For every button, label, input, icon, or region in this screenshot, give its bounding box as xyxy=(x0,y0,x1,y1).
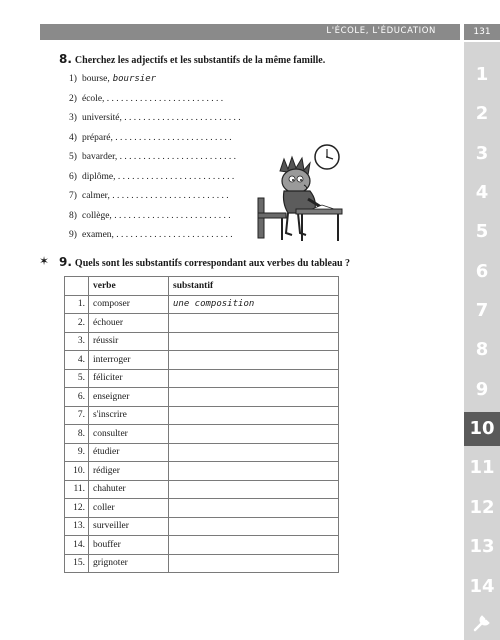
chapter-tab-2[interactable]: 2 xyxy=(475,103,489,124)
chapter-tab-14[interactable]: 14 xyxy=(469,576,495,597)
exercise-9-title xyxy=(59,255,350,269)
table-row xyxy=(65,295,339,314)
answer-blank[interactable]: . . . . . . . . . . . . . . . . . . . . . . . . . xyxy=(121,113,241,123)
answer-blank[interactable]: . . . . . . . . . . . . . . . . . . . . . . . . . xyxy=(111,210,231,221)
verb-cell: enseigner xyxy=(89,388,169,407)
table-row xyxy=(65,480,339,499)
row-number: 8. xyxy=(65,425,89,444)
verb-cell: s'inscrire xyxy=(89,406,169,425)
student-studying-illustration xyxy=(252,143,344,243)
item-word: bavarder, xyxy=(82,152,118,162)
item-number: 4) xyxy=(69,132,77,143)
row-number: 3. xyxy=(65,332,89,351)
item-number: 6) xyxy=(69,171,77,182)
clock-icon xyxy=(315,145,339,169)
verb-cell: surveiller xyxy=(89,517,169,536)
table-row xyxy=(65,388,339,407)
table-row xyxy=(65,406,339,425)
noun-answer-cell[interactable] xyxy=(169,425,339,444)
verb-cell: composer xyxy=(89,295,169,314)
chapter-tab-7[interactable]: 7 xyxy=(475,300,489,321)
table-row xyxy=(65,517,339,536)
noun-answer-cell[interactable] xyxy=(169,388,339,407)
verb-cell: chahuter xyxy=(89,480,169,499)
row-number: 5. xyxy=(65,369,89,388)
item-number: 9) xyxy=(69,230,77,240)
list-item xyxy=(69,113,241,123)
table-row xyxy=(65,443,339,462)
table-row xyxy=(65,369,339,388)
row-number: 1. xyxy=(65,295,89,314)
item-number: 1) xyxy=(69,74,77,84)
table-row xyxy=(65,499,339,518)
table-row xyxy=(65,351,339,370)
chapter-tab-9[interactable]: 9 xyxy=(475,379,489,400)
verb-cell: coller xyxy=(89,499,169,518)
item-word: université, xyxy=(82,113,122,123)
noun-answer-cell[interactable] xyxy=(169,369,339,388)
chapter-tab-6[interactable]: 6 xyxy=(475,261,489,282)
noun-answer-cell[interactable] xyxy=(169,536,339,555)
chapter-tab-5[interactable]: 5 xyxy=(475,221,489,242)
chapter-tabs xyxy=(464,42,500,640)
item-word: calmer, xyxy=(82,191,110,201)
item-number: 3) xyxy=(69,113,77,123)
list-item xyxy=(69,74,156,84)
row-number: 7. xyxy=(65,406,89,425)
row-number: 6. xyxy=(65,388,89,407)
row-number: 4. xyxy=(65,351,89,370)
list-item xyxy=(69,152,236,162)
verb-cell: consulter xyxy=(89,425,169,444)
exercise-8-instruction: Cherchez les adjectifs et les substantifs de la même famille. xyxy=(74,55,326,66)
row-number: 10. xyxy=(65,462,89,481)
chapter-tab-1[interactable]: 1 xyxy=(475,64,489,85)
verb-cell: étudier xyxy=(89,443,169,462)
exercise-9-instruction: Quels sont les substantifs correspondant aux verbes du tableau ? xyxy=(74,258,351,269)
exercise-8-title xyxy=(59,52,325,66)
verb-cell: grignoter xyxy=(89,554,169,573)
list-item xyxy=(69,172,234,182)
chapter-tab-8[interactable]: 8 xyxy=(475,339,489,360)
item-word: préparé, xyxy=(82,132,113,143)
noun-answer-cell[interactable] xyxy=(169,554,339,573)
row-number: 11. xyxy=(65,480,89,499)
item-number: 8) xyxy=(69,210,77,221)
verb-noun-table xyxy=(64,276,339,573)
list-item xyxy=(69,230,233,240)
table-row xyxy=(65,536,339,555)
list-item xyxy=(69,191,229,201)
table-row xyxy=(65,425,339,444)
noun-answer-cell[interactable] xyxy=(169,314,339,333)
chapter-tab-13[interactable]: 13 xyxy=(469,536,495,557)
chapter-tab-4[interactable]: 4 xyxy=(475,182,489,203)
item-word: bourse, xyxy=(82,74,110,84)
item-answer[interactable]: boursier xyxy=(112,74,157,84)
noun-answer-cell[interactable] xyxy=(169,499,339,518)
verb-cell: échouer xyxy=(89,314,169,333)
answer-blank[interactable]: . . . . . . . . . . . . . . . . . . . . . . . . . xyxy=(109,191,229,201)
exercise-9-number: 9. xyxy=(59,255,72,269)
list-item xyxy=(69,133,232,143)
chapter-title: L'ÉCOLE, L'ÉDUCATION xyxy=(326,26,436,36)
item-word: examen, xyxy=(82,230,114,240)
answer-blank[interactable]: . . . . . . . . . . . . . . . . . . . . . . . . . xyxy=(115,171,235,182)
page-number: 131 xyxy=(464,24,500,40)
table-row xyxy=(65,332,339,351)
noun-answer-cell[interactable] xyxy=(169,406,339,425)
verb-cell: bouffer xyxy=(89,536,169,555)
answer-blank[interactable]: . . . . . . . . . . . . . . . . . . . . . . . . . xyxy=(117,152,236,162)
row-number: 14. xyxy=(65,536,89,555)
item-number: 2) xyxy=(69,93,77,104)
item-number: 5) xyxy=(69,152,77,162)
row-number: 12. xyxy=(65,499,89,518)
chapter-tab-10[interactable]: 10 xyxy=(464,412,500,446)
table-row xyxy=(65,554,339,573)
noun-answer-cell[interactable] xyxy=(169,462,339,481)
answer-blank[interactable]: . . . . . . . . . . . . . . . . . . . . . . . . . xyxy=(112,132,232,143)
chapter-tab-3[interactable]: 3 xyxy=(475,143,489,164)
header-substantif: substantif xyxy=(169,277,339,296)
noun-answer-cell[interactable] xyxy=(169,443,339,462)
verb-cell: féliciter xyxy=(89,369,169,388)
item-number: 7) xyxy=(69,191,77,201)
list-item xyxy=(69,211,231,221)
chapter-tab-12[interactable]: 12 xyxy=(469,497,495,518)
exercise-8-number: 8. xyxy=(59,52,72,66)
noun-answer-cell[interactable] xyxy=(169,332,339,351)
header-bar xyxy=(40,24,460,40)
chapter-tab-11[interactable]: 11 xyxy=(469,457,495,478)
answer-blank[interactable]: . . . . . . . . . . . . . . . . . . . . . . . . . xyxy=(104,93,224,104)
table-header-row xyxy=(65,277,339,296)
table-row xyxy=(65,462,339,481)
row-number: 15. xyxy=(65,554,89,573)
item-word: école, xyxy=(82,93,105,104)
noun-answer-cell[interactable]: une composition xyxy=(169,295,339,314)
answer-blank[interactable]: . . . . . . . . . . . . . . . . . . . . . . . . . xyxy=(113,230,233,240)
wrench-icon[interactable] xyxy=(464,606,500,640)
list-item xyxy=(69,94,223,104)
row-number: 9. xyxy=(65,443,89,462)
table-row xyxy=(65,314,339,333)
verb-cell: interroger xyxy=(89,351,169,370)
verb-cell: rédiger xyxy=(89,462,169,481)
verb-cell: réussir xyxy=(89,332,169,351)
star-icon: ✶ xyxy=(39,254,50,268)
row-number: 13. xyxy=(65,517,89,536)
noun-answer-cell[interactable] xyxy=(169,480,339,499)
row-number: 2. xyxy=(65,314,89,333)
noun-answer-cell[interactable] xyxy=(169,517,339,536)
noun-answer-cell[interactable] xyxy=(169,351,339,370)
item-word: diplôme, xyxy=(82,171,116,182)
header-num-cell xyxy=(65,277,89,296)
item-word: collège, xyxy=(82,210,112,221)
header-verbe: verbe xyxy=(89,277,169,296)
